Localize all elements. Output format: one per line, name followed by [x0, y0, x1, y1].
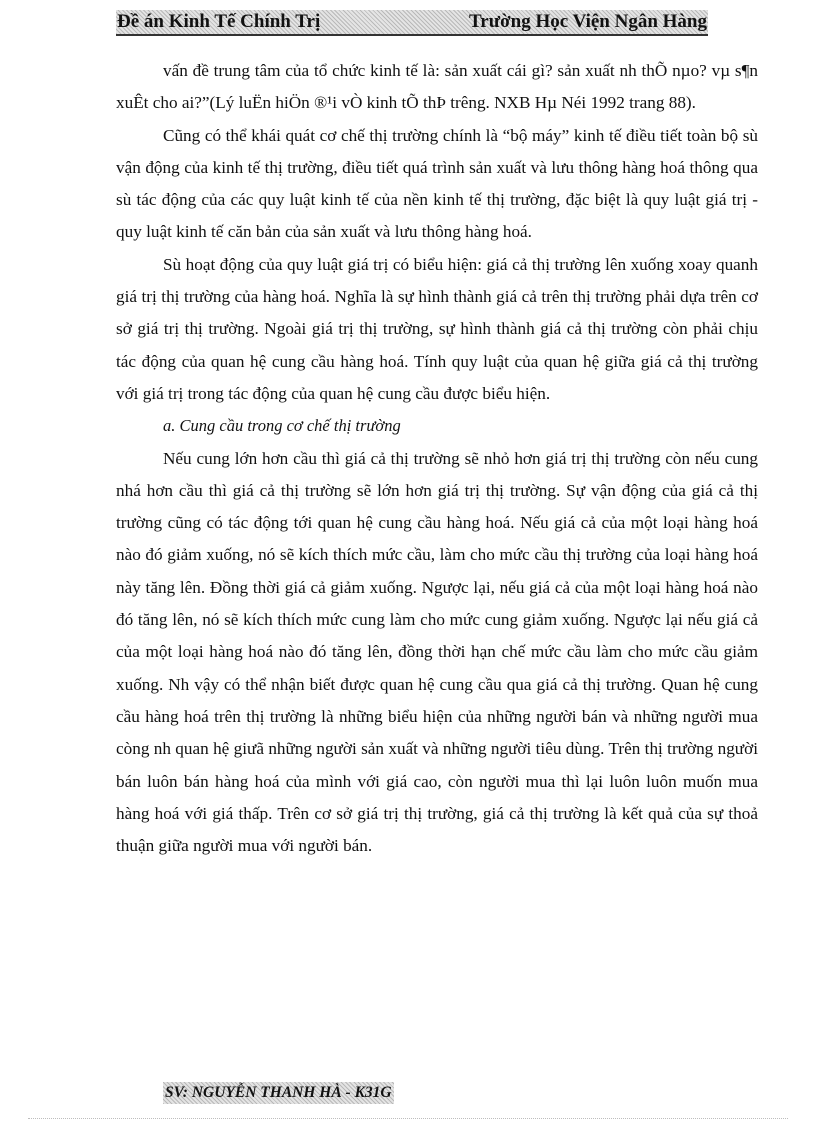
- paragraph-1: vấn đề trung tâm của tổ chức kinh tế là: sản xuất cái gì? sản xuất nh thÕ nµo? vµ s¶n xuÊt cho ai?”(Lý luËn hiÖn ®¹i vÒ kinh tÕ thÞ trêng. NXB Hµ Néi 1992 trang 88).: [116, 61, 758, 113]
- institution-name: Trường Học Viện Ngân Hàng: [469, 11, 707, 32]
- paragraph-3: Sù hoạt động của quy luật giá trị có biểu hiện: giá cả thị trường lên xuống xoay quanh giá trị thị trường của hàng hoá. Nghĩa là sự hình thành giá cả trên thị trường phải dựa trên cơ sở giá trị thị trường. Ngoài giá trị thị trường, sự hình thành giá cả thị trường còn phải chịu tác động của quan hệ cung cầu hàng hoá. Tính quy luật của quan hệ giữa giá cả thị trường với giá trị trong tác động của quan hệ cung cầu được biểu hiện.: [116, 254, 758, 403]
- document-title: Đề án Kinh Tế Chính Trị: [117, 11, 321, 32]
- section-heading: a. Cung cầu trong cơ chế thị trường: [163, 416, 401, 436]
- page-body: [116, 55, 758, 862]
- paragraph-4: Nếu cung lớn hơn cầu thì giá cả thị trường sẽ nhỏ hơn giá trị thị trường còn nếu cung nhá hơn cầu thì giá cả thị trường sẽ lớn hơn giá trị thị trường. Sự vận động của giá cả thị trường cũng có tác động tới quan hệ cung cầu hàng hoá. Nếu giá cả của một loại hàng hoá nào đó giảm xuống, nó sẽ kích thích mức cầu, làm cho mức cầu thị trường của loại hàng hoá này tăng lên. Đồng thời giá cả giảm xuống. Ngược lại, nếu giá cả của một loại hàng hoá nào đó tăng lên, nó sẽ kích thích mức cung làm cho mức cung giảm xuống. Ngược lại nếu giá cả của một loại hàng hoá nào đó tăng lên, đồng thời hạn chế mức cầu làm cho mức cầu giảm xuống. Nh vậy có thể nhận biết được quan hệ cung cầu qua giá cả thị trường. Quan hệ cung cầu hàng hoá trên thị trường là những biểu hiện của những người bán và những người mua còng nh quan hệ giưã những người sản xuất và những người tiêu dùng. Trên thị trường người bán luôn bán hàng hoá của mình với giá cao, còn người mua thì lại luôn luôn muốn mua hàng hoá với giá thấp. Trên cơ sở giá trị thị trường, giá cả thị trường là kết quả của sự thoả thuận giữa người mua với người bán.: [116, 448, 758, 856]
- student-footer: SV: NGUYỄN THANH HÀ - K31G: [163, 1082, 394, 1104]
- bottom-divider: [28, 1118, 788, 1119]
- page-header: [116, 10, 708, 36]
- paragraph-2: Cũng có thể khái quát cơ chế thị trường chính là “bộ máy” kinh tế điều tiết toàn bộ sù vận động của kinh tế thị trường, điều tiết quá trình sản xuất và lưu thông hàng hoá thông qua sù tác động của các quy luật kinh tế của nền kinh tế thị trường, đặc biệt là quy luật giá trị - quy luật kinh tế căn bản của sản xuất và lưu thông hàng hoá.: [116, 125, 758, 242]
